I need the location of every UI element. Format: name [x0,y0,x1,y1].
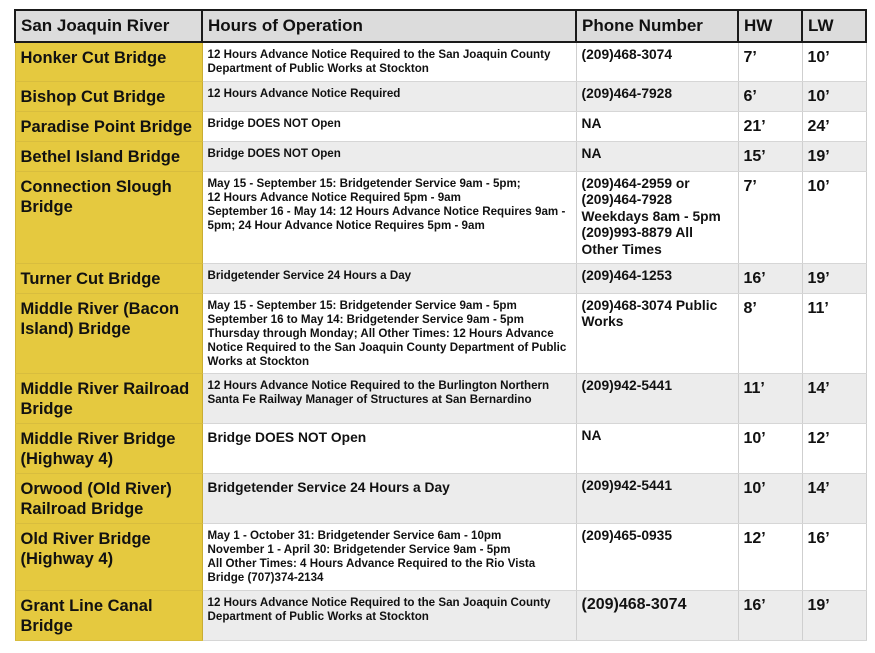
high-water-clearance: 16’ [738,263,802,293]
hours-of-operation [202,590,576,640]
low-water-clearance: 10’ [802,42,866,81]
table-row [15,523,866,590]
hours-line: Bridge DOES NOT Open [207,429,367,445]
high-water-clearance: 11’ [738,373,802,423]
hours-of-operation [202,473,576,523]
bridge-name: Turner Cut Bridge [15,263,202,293]
bridge-name: Bethel Island Bridge [15,141,202,171]
low-water-clearance: 19’ [802,141,866,171]
high-water-clearance: 7’ [738,42,802,81]
low-water-clearance: 14’ [802,373,866,423]
phone-number: (209)468-3074 [576,590,738,640]
hours-line: 12 Hours Advance Notice Required to the Burlington Northern Santa Fe Railway Manager of Structures at San Bernardino [207,378,553,406]
high-water-clearance: 21’ [738,111,802,141]
hours-line: Bridgetender Service 24 Hours a Day [207,479,450,495]
hours-line: Bridgetender Service 24 Hours a Day [207,268,412,282]
hours-line: 12 Hours Advance Notice Required to the San Joaquin County Department of Public Works at Stockton [207,595,554,623]
low-water-clearance: 11’ [802,293,866,373]
phone-number: (209)464-2959 or (209)464-7928 Weekdays 8am - 5pm (209)993-8879 All Other Times [576,171,738,263]
high-water-clearance: 10’ [738,423,802,473]
high-water-clearance: 6’ [738,81,802,111]
phone-number: (209)942-5441 [576,473,738,523]
high-water-clearance: 16’ [738,590,802,640]
hours-of-operation [202,141,576,171]
header-lw: LW [802,10,866,42]
header-phone: Phone Number [576,10,738,42]
phone-number: NA [576,423,738,473]
low-water-clearance: 10’ [802,81,866,111]
hours-line: September 16 - May 14: 12 Hours Advance Notice Requires 9am - 5pm; 24 Hour Advance Notice Requires 5pm - 9am [207,204,569,232]
hours-line: November 1 - April 30: Bridgetender Service 9am - 5pm [207,542,511,556]
bridge-name: Connection Slough Bridge [15,171,202,263]
hours-line: 12 Hours Advance Notice Required [207,86,401,100]
hours-line: September 16 to May 14: Bridgetender Service 9am - 5pm Thursday through Monday; All Other Times: 12 Hours Advance Notice Required to the San Joaquin County Department of Public Works at Stockton [207,312,570,368]
bridge-name: Middle River Railroad Bridge [15,373,202,423]
table-row [15,171,866,263]
low-water-clearance: 12’ [802,423,866,473]
bridge-name: Middle River (Bacon Island) Bridge [15,293,202,373]
header-row [15,10,866,42]
hours-line: 12 Hours Advance Notice Required to the San Joaquin County Department of Public Works at Stockton [207,48,554,75]
table-row [15,81,866,111]
hours-line: May 15 - September 15: Bridgetender Service 9am - 5pm [207,298,517,312]
table-row [15,590,866,640]
hours-line: Bridge DOES NOT Open [207,146,341,160]
table-row [15,42,866,81]
phone-number: (209)942-5441 [576,373,738,423]
table-row [15,111,866,141]
hours-of-operation [202,523,576,590]
high-water-clearance: 12’ [738,523,802,590]
bridge-name: Grant Line Canal Bridge [15,590,202,640]
phone-number: (209)465-0935 [576,523,738,590]
phone-number: (209)468-3074 Public Works [576,293,738,373]
table-body [15,42,866,640]
high-water-clearance: 7’ [738,171,802,263]
table-row [15,423,866,473]
phone-number: (209)468-3074 [576,42,738,81]
low-water-clearance: 14’ [802,473,866,523]
low-water-clearance: 19’ [802,590,866,640]
low-water-clearance: 24’ [802,111,866,141]
low-water-clearance: 19’ [802,263,866,293]
hours-of-operation [202,111,576,141]
table-row [15,263,866,293]
table-row [15,141,866,171]
bridge-name: Honker Cut Bridge [15,42,202,81]
table-row [15,293,866,373]
bridge-table [14,9,867,641]
low-water-clearance: 10’ [802,171,866,263]
hours-line: May 1 - October 31: Bridgetender Service 6am - 10pm [207,528,502,542]
hours-line: 12 Hours Advance Notice Required 5pm - 9am [207,190,461,204]
hours-of-operation [202,293,576,373]
high-water-clearance: 8’ [738,293,802,373]
hours-of-operation [202,81,576,111]
hours-of-operation [202,423,576,473]
phone-number: (209)464-7928 [576,81,738,111]
phone-number: NA [576,111,738,141]
bridge-name: Middle River Bridge (Highway 4) [15,423,202,473]
phone-number: NA [576,141,738,171]
bridge-name: Bishop Cut Bridge [15,81,202,111]
hours-of-operation [202,171,576,263]
low-water-clearance: 16’ [802,523,866,590]
hours-line: Bridge DOES NOT Open [207,116,341,130]
high-water-clearance: 10’ [738,473,802,523]
phone-number: (209)464-1253 [576,263,738,293]
hours-of-operation [202,263,576,293]
hours-of-operation [202,373,576,423]
header-river: San Joaquin River [15,10,202,42]
hours-line: All Other Times: 4 Hours Advance Required to the Rio Vista Bridge (707)374-2134 [207,556,539,584]
table-row [15,373,866,423]
bridge-name: Old River Bridge (Highway 4) [15,523,202,590]
header-hours: Hours of Operation [202,10,576,42]
table-row [15,473,866,523]
hours-of-operation [202,42,576,81]
bridge-name: Paradise Point Bridge [15,111,202,141]
bridge-name: Orwood (Old River) Railroad Bridge [15,473,202,523]
table-header [15,10,866,42]
high-water-clearance: 15’ [738,141,802,171]
header-hw: HW [738,10,802,42]
hours-line: May 15 - September 15: Bridgetender Service 9am - 5pm; [207,176,521,190]
